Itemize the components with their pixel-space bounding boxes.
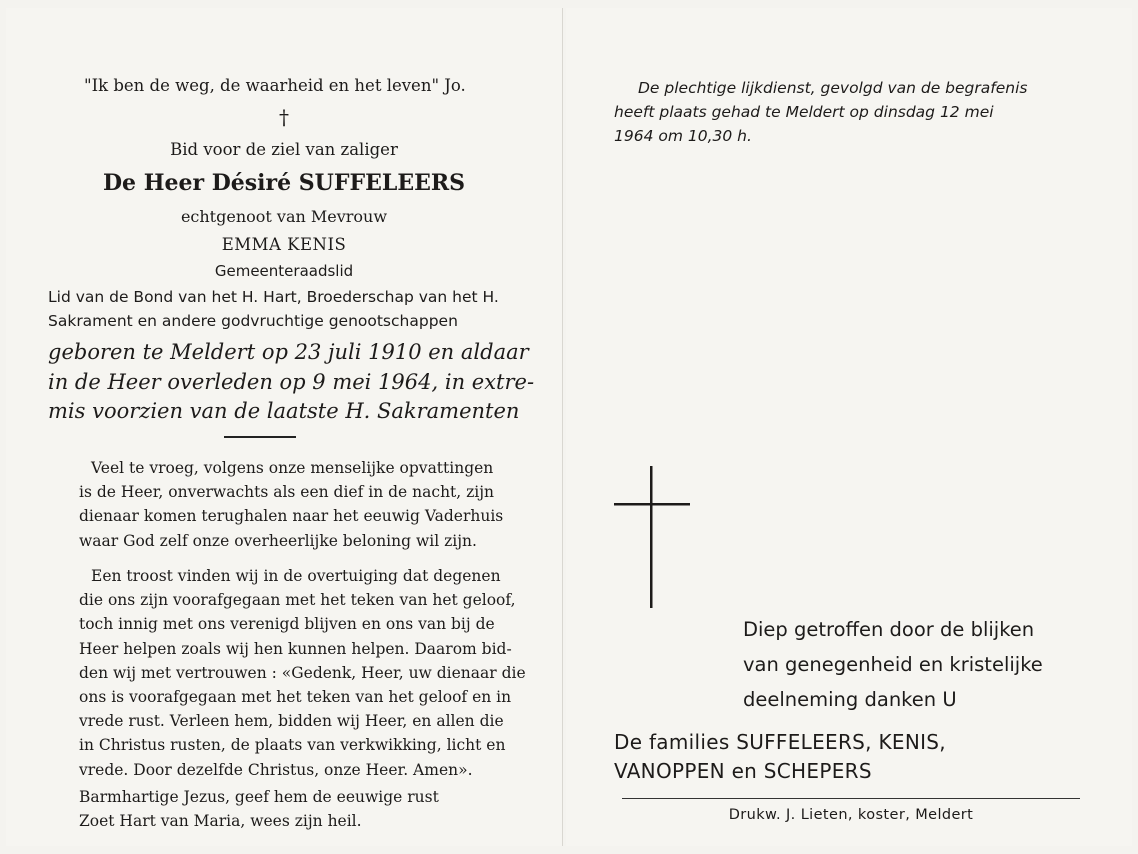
birth-line: mis voorzien van de laatste H. Sakramenten xyxy=(48,399,520,423)
paragraph-line: toch innig met ons verenigd blijven en ons van bij de xyxy=(79,615,495,634)
thanks-line: Diep getroffen door de blijken xyxy=(743,618,1035,641)
spouse-label: echtgenoot van Mevrouw xyxy=(180,207,388,226)
left-page xyxy=(6,8,563,846)
birth-death-text xyxy=(48,338,535,427)
families-line: De families SUFFELEERS, KENIS, xyxy=(614,730,946,754)
bible-quote: "Ik ben de weg, de waarheid en het leven" Jo. xyxy=(84,76,466,95)
paragraph-line: die ons zijn voorafgegaan met het teken van het geloof, xyxy=(79,591,516,610)
prayer-intro: Bid voor de ziel van zaliger xyxy=(170,140,398,159)
families-signature xyxy=(614,728,946,786)
closing-prayer xyxy=(79,785,509,833)
paragraph-line: dienaar komen terughalen naar het eeuwig Vaderhuis xyxy=(79,507,504,526)
paragraph-line: Heer helpen zoals wij hen kunnen helpen. Daarom bid- xyxy=(79,639,512,658)
paragraph-consolation xyxy=(79,564,526,782)
deceased-name: De Heer Désiré SUFFELEERS xyxy=(102,170,466,196)
funeral-notice xyxy=(614,76,1094,148)
closing-line: Zoet Hart van Maria, wees zijn heil. xyxy=(79,812,362,831)
paragraph-line: is de Heer, onverwachts als een dief in de nacht, zijn xyxy=(79,483,495,502)
funeral-line: 1964 om 10,30 h. xyxy=(614,127,752,145)
paragraph-line: den wij met vertrouwen : «Gedenk, Heer, uw dienaar die xyxy=(79,663,526,682)
function-title: Gemeenteraadslid xyxy=(214,262,354,280)
thanks-line: deelneming danken U xyxy=(743,688,957,711)
birth-line: geboren te Meldert op 23 juli 1910 en aldaar xyxy=(48,340,529,364)
membership-text xyxy=(48,285,528,333)
birth-line: in de Heer overleden op 9 mei 1964, in extre- xyxy=(48,369,535,394)
paragraph-line: Een troost vinden wij in de overtuiging dat degenen xyxy=(91,567,501,585)
paragraph-line: ons is voorafgegaan met het teken van het geloof en in xyxy=(79,688,512,707)
thanks-text xyxy=(743,612,1043,717)
funeral-line: heeft plaats gehad te Meldert op dinsdag 12 mei xyxy=(614,103,994,121)
paragraph-early-death xyxy=(79,456,509,553)
funeral-line: De plechtige lijkdienst, gevolgd van de begrafenis xyxy=(638,79,1028,97)
membership-line: Lid van de Bond van het H. Hart, Broederschap van het H. xyxy=(48,288,499,306)
spouse-name: EMMA KENIS xyxy=(221,235,347,254)
divider-rule xyxy=(224,436,296,438)
paragraph-line: in Christus rusten, de plaats van verkwikking, licht en xyxy=(79,736,506,755)
cross-icon: † xyxy=(279,105,289,129)
families-line: VANOPPEN en SCHEPERS xyxy=(614,759,872,783)
right-page xyxy=(566,8,1132,846)
membership-line: Sakrament en andere godvruchtige genootschappen xyxy=(48,312,458,330)
paragraph-line: vrede rust. Verleen hem, bidden wij Heer, en allen die xyxy=(79,712,504,731)
paragraph-line: Veel te vroeg, volgens onze menselijke opvattingen xyxy=(91,459,494,477)
printer-rule xyxy=(622,798,1080,799)
paragraph-line: vrede. Door dezelfde Christus, onze Heer. Amen». xyxy=(79,760,473,779)
cross-icon xyxy=(612,466,692,611)
closing-line: Barmhartige Jezus, geef hem de eeuwige rust xyxy=(79,788,439,806)
thanks-line: van genegenheid en kristelijke xyxy=(743,653,1043,676)
printer-credit: Drukw. J. Lieten, koster, Meldert xyxy=(728,807,974,823)
paragraph-line: waar God zelf onze overheerlijke beloning wil zijn. xyxy=(79,531,477,550)
